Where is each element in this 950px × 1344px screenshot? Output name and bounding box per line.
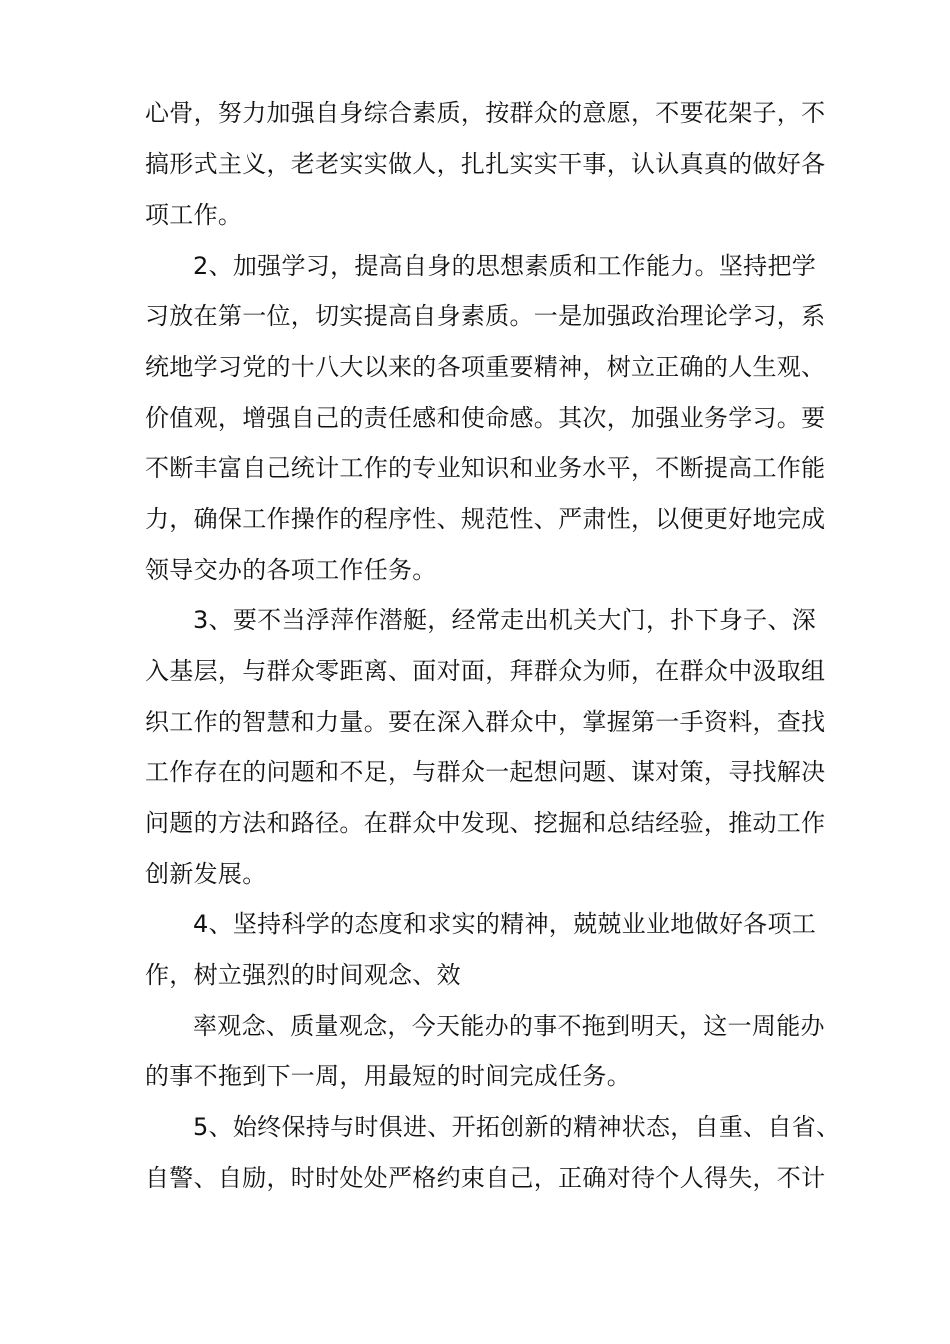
text-line: 入基层，与群众零距离、面对面，拜群众为师，在群众中汲取组 — [145, 657, 826, 685]
text-line: 问题的方法和路径。在群众中发现、挖掘和总结经验，推动工作 — [145, 809, 826, 837]
text-line: 搞形式主义，老老实实做人，扎扎实实干事，认认真真的做好各 — [145, 150, 826, 178]
text-line: 心骨，努力加强自身综合素质，按群众的意愿，不要花架子，不 — [145, 99, 826, 127]
text-line: 的事不拖到下一周，用最短的时间完成任务。 — [145, 1062, 631, 1090]
paragraph-start-line: 2、加强学习，提高自身的思想素质和工作能力。坚持把学 — [193, 252, 817, 280]
paragraph-start-line: 率观念、质量观念，今天能办的事不拖到明天，这一周能办 — [193, 1012, 825, 1040]
text-line: 力，确保工作操作的程序性、规范性、严肃性，以便更好地完成 — [145, 505, 826, 533]
text-line: 织工作的智慧和力量。要在深入群众中，掌握第一手资料，查找 — [145, 708, 826, 736]
text-line: 领导交办的各项工作任务。 — [145, 556, 437, 584]
text-line: 项工作。 — [145, 201, 243, 229]
text-line: 价值观，增强自己的责任感和使命感。其次，加强业务学习。要 — [145, 404, 826, 432]
text-line: 习放在第一位，切实提高自身素质。一是加强政治理论学习，系 — [145, 302, 826, 330]
text-line: 作，树立强烈的时间观念、效 — [145, 961, 461, 989]
text-line: 自警、自励，时时处处严格约束自己，正确对待个人得失，不计 — [145, 1164, 826, 1192]
text-line: 工作存在的问题和不足，与群众一起想问题、谋对策，寻找解决 — [145, 758, 826, 786]
text-line: 统地学习党的十八大以来的各项重要精神，树立正确的人生观、 — [145, 353, 826, 381]
text-line: 创新发展。 — [145, 860, 267, 888]
text-line: 不断丰富自己统计工作的专业知识和业务水平，不断提高工作能 — [145, 454, 826, 482]
paragraph-start-line: 4、坚持科学的态度和求实的精神，兢兢业业地做好各项工 — [193, 910, 817, 938]
paragraph-start-line: 5、始终保持与时俱进、开拓创新的精神状态，自重、自省、 — [193, 1113, 841, 1141]
paragraph-start-line: 3、要不当浮萍作潜艇，经常走出机关大门，扑下身子、深 — [193, 606, 817, 634]
